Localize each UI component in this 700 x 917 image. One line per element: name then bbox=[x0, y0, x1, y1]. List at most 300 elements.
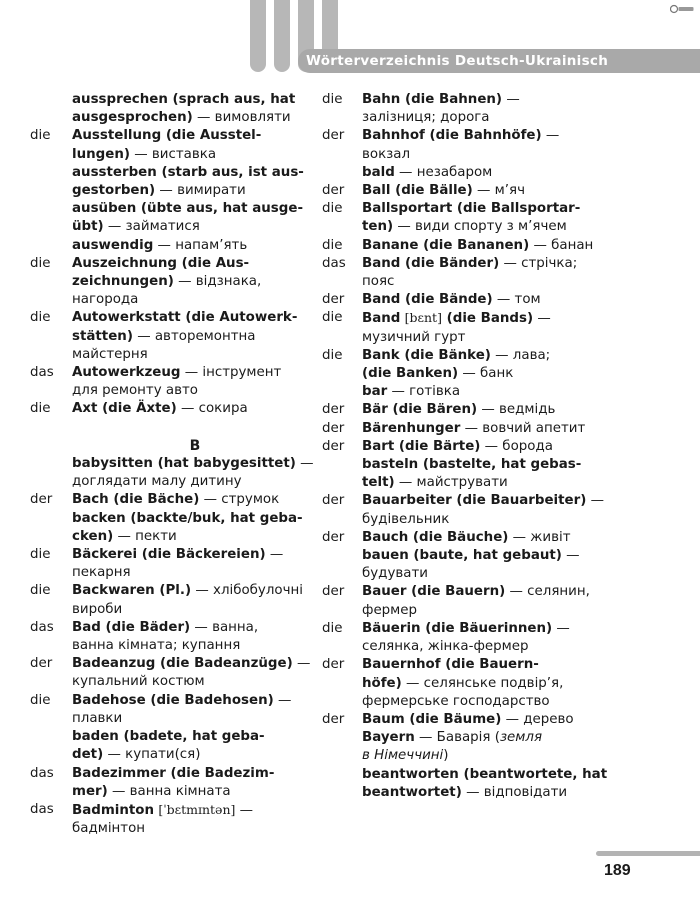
entry-line bbox=[362, 401, 614, 419]
dictionary-entry bbox=[30, 619, 320, 655]
dictionary-entry bbox=[30, 728, 320, 764]
entry-article: die bbox=[322, 347, 343, 363]
headword-text: Band bbox=[362, 311, 401, 327]
translation-text: пояс bbox=[362, 274, 395, 290]
entry-body bbox=[72, 164, 320, 200]
entry-line bbox=[72, 291, 320, 309]
entry-line bbox=[72, 710, 320, 728]
entry-line bbox=[72, 182, 320, 200]
translation-text: — відповідати bbox=[461, 784, 568, 800]
translation-text: — том bbox=[492, 292, 541, 308]
translation-text: — напам’ять bbox=[153, 237, 248, 253]
entry-body bbox=[362, 729, 614, 765]
translation-text: — bbox=[265, 547, 284, 563]
translation-text: — bbox=[552, 620, 570, 636]
entry-line bbox=[362, 146, 614, 164]
entry-line bbox=[362, 729, 614, 747]
entry-line bbox=[362, 420, 614, 438]
headword-text: Bad (die Bäder) bbox=[72, 619, 191, 635]
dictionary-entry bbox=[322, 711, 614, 729]
translation-text: — вимовляти bbox=[192, 110, 291, 126]
entry-body bbox=[72, 728, 320, 764]
entry-article: der bbox=[322, 438, 345, 454]
dictionary-entry bbox=[30, 309, 320, 364]
headword-text: stätten) bbox=[72, 328, 133, 344]
headword-text: Auszeichnung (die Aus- bbox=[72, 255, 250, 271]
header-tab bbox=[274, 0, 290, 72]
headword-text: Bank (die Bänke) bbox=[362, 347, 491, 363]
entry-article bbox=[30, 91, 72, 127]
entry-line bbox=[362, 200, 614, 218]
translation-text: — дерево bbox=[501, 711, 574, 727]
headword-text: (die Banken) bbox=[362, 366, 459, 382]
entry-article: der bbox=[322, 292, 345, 308]
translation-text: — лава; bbox=[490, 347, 551, 363]
translation-text: — виставка bbox=[129, 146, 217, 162]
entry-article: das bbox=[30, 801, 54, 817]
headword-text: Bayern bbox=[362, 730, 415, 746]
entry-article: das bbox=[30, 619, 54, 635]
entry-line bbox=[72, 510, 320, 528]
translation-text: — bbox=[273, 692, 292, 708]
translation-text: фермерське господарство bbox=[362, 693, 550, 709]
headword-text: Badeanzug (die Badeanzüge) bbox=[72, 656, 293, 672]
entry-line bbox=[72, 564, 320, 582]
entry-line bbox=[72, 692, 320, 710]
entry-article: die bbox=[30, 692, 51, 708]
footer-bar bbox=[596, 851, 700, 856]
entry-line bbox=[72, 455, 320, 473]
entry-line bbox=[362, 638, 614, 656]
headword-text: Autowerkstatt (die Autowerk- bbox=[72, 310, 298, 326]
translation-text: — готівка bbox=[387, 384, 461, 400]
headword-text: höfe) bbox=[362, 675, 402, 691]
dictionary-entry bbox=[322, 583, 614, 619]
entry-line bbox=[362, 237, 614, 255]
dictionary-entry bbox=[30, 255, 320, 310]
headword-text: Bahn (die Bahnen) bbox=[362, 92, 503, 107]
entry-body bbox=[362, 200, 614, 236]
translation-text: — сокира bbox=[176, 401, 248, 417]
entry-body bbox=[362, 438, 614, 456]
entry-line bbox=[72, 200, 320, 218]
dictionary-entry bbox=[322, 729, 614, 765]
entry-line bbox=[72, 673, 320, 691]
dictionary-entry bbox=[30, 364, 320, 400]
translation-text: будівельник bbox=[362, 511, 450, 527]
translation-text: селянка, жінка-фермер bbox=[362, 639, 529, 655]
translation-text: в Німеччині bbox=[362, 748, 444, 764]
publisher-logo-icon bbox=[670, 3, 694, 15]
entry-line bbox=[362, 711, 614, 729]
entry-line bbox=[72, 655, 320, 673]
headword-text: Ball (die Bälle) bbox=[362, 183, 473, 199]
dictionary-entry bbox=[30, 510, 320, 546]
headword-text: bauen (baute, hat gebaut) bbox=[362, 548, 562, 564]
entry-body bbox=[362, 255, 614, 291]
entry-line bbox=[362, 492, 614, 510]
entry-line bbox=[362, 529, 614, 547]
entry-line bbox=[362, 474, 614, 492]
entry-article bbox=[30, 200, 72, 236]
entry-article: der bbox=[30, 656, 53, 672]
translation-text: пекарня bbox=[72, 565, 131, 581]
entry-article: die bbox=[322, 620, 343, 636]
entry-line bbox=[362, 747, 614, 765]
headword-text: auswendig bbox=[72, 237, 154, 253]
entry-body bbox=[362, 127, 614, 163]
headword-text: Ausstellung (die Ausstel- bbox=[72, 128, 262, 144]
headword-text: Band (die Bänder) bbox=[362, 255, 500, 271]
entry-line bbox=[362, 766, 614, 784]
translation-text: ) bbox=[443, 748, 449, 764]
dictionary-entry bbox=[322, 127, 614, 163]
entry-body bbox=[362, 656, 614, 711]
entry-article: der bbox=[322, 584, 345, 600]
entry-line bbox=[72, 328, 320, 346]
headword-text: Backwaren (Pl.) bbox=[72, 583, 192, 599]
translation-text: земля bbox=[499, 730, 543, 746]
translation-text: — bbox=[541, 128, 560, 144]
dictionary-entry bbox=[322, 164, 614, 182]
headword-text: Badminton bbox=[72, 802, 155, 818]
headword-text: aussterben (starb aus, ist aus- bbox=[72, 164, 304, 180]
entry-line bbox=[362, 109, 614, 127]
entry-article: die bbox=[30, 401, 51, 417]
entry-article: der bbox=[30, 492, 53, 508]
headword-text: beantworten (beantwortete, hat bbox=[362, 766, 608, 782]
translation-text: плавки bbox=[72, 710, 123, 726]
pronunciation-text: [bɛnt] bbox=[404, 310, 442, 326]
entry-article bbox=[30, 510, 72, 546]
translation-text: — вовчий апетит bbox=[460, 420, 586, 436]
translation-text: — майструвати bbox=[394, 475, 508, 491]
headword-text: Autowerkzeug bbox=[72, 365, 181, 381]
translation-text: вироби bbox=[72, 601, 123, 617]
headword-text: Bauernhof (die Bauern- bbox=[362, 657, 539, 673]
entry-line bbox=[362, 255, 614, 273]
entry-line bbox=[362, 182, 614, 200]
headword-text: Bahnhof (die Bahnhöfe) bbox=[362, 128, 542, 144]
headword-text: Bauch (die Bäuche) bbox=[362, 529, 509, 545]
dictionary-entry bbox=[322, 456, 614, 492]
dictionary-entry bbox=[30, 491, 320, 509]
headword-text: Bärenhunger bbox=[362, 420, 461, 436]
entry-body bbox=[362, 420, 614, 438]
headword-text: übt) bbox=[72, 219, 104, 235]
translation-text: — селянин, bbox=[505, 584, 590, 600]
entry-article: die bbox=[322, 237, 343, 253]
entry-article: die bbox=[30, 255, 51, 271]
entry-line bbox=[72, 109, 320, 127]
translation-text: купальний костюм bbox=[72, 674, 205, 690]
dictionary-entry bbox=[322, 529, 614, 547]
dictionary-entry bbox=[30, 582, 320, 618]
page-header-title: Wörterverzeichnis Deutsch-Ukrainisch bbox=[306, 53, 609, 69]
translation-text: — bbox=[586, 493, 604, 509]
entry-body bbox=[362, 309, 614, 346]
dictionary-entry bbox=[322, 383, 614, 401]
entry-body bbox=[72, 237, 320, 255]
entry-article: die bbox=[30, 310, 51, 326]
entry-article: der bbox=[322, 420, 345, 436]
entry-line bbox=[72, 127, 320, 145]
translation-text: — ведмідь bbox=[477, 402, 556, 418]
entry-body bbox=[362, 711, 614, 729]
headword-text: bar bbox=[362, 384, 388, 400]
translation-text: — bbox=[292, 656, 311, 672]
entry-article: die bbox=[322, 92, 343, 107]
headword-text: beantwortet) bbox=[362, 784, 462, 800]
headword-text: lungen) bbox=[72, 146, 130, 162]
dictionary-entry bbox=[322, 309, 614, 346]
entry-line bbox=[362, 127, 614, 145]
entry-article: der bbox=[322, 711, 345, 727]
headword-text: Badezimmer (die Badezim- bbox=[72, 765, 275, 781]
dictionary-entry bbox=[322, 200, 614, 236]
entry-line bbox=[72, 255, 320, 273]
translation-text: — bbox=[502, 92, 520, 107]
entry-line bbox=[72, 619, 320, 637]
entry-body bbox=[362, 291, 614, 309]
dictionary-entry bbox=[322, 91, 614, 127]
entry-article: der bbox=[322, 529, 345, 545]
translation-text: будувати bbox=[362, 566, 428, 582]
left-column bbox=[30, 91, 320, 838]
entry-line bbox=[72, 237, 320, 255]
headword-text: Baum (die Bäume) bbox=[362, 711, 502, 727]
entry-line bbox=[362, 347, 614, 365]
headword-text: mer) bbox=[72, 783, 108, 799]
translation-text: майстерня bbox=[72, 346, 148, 362]
entry-line bbox=[362, 675, 614, 693]
entry-line bbox=[72, 364, 320, 382]
translation-text: — ванна, bbox=[190, 619, 259, 635]
entry-article: der bbox=[322, 183, 345, 199]
entry-line bbox=[72, 582, 320, 600]
entry-body bbox=[72, 200, 320, 236]
dictionary-entry bbox=[322, 656, 614, 711]
entry-body bbox=[362, 492, 614, 528]
entry-line bbox=[72, 473, 320, 491]
entry-article: der bbox=[322, 493, 345, 509]
translation-text: ванна кімната; купання bbox=[72, 638, 241, 654]
entry-line bbox=[362, 565, 614, 583]
translation-text: — авторемонтна bbox=[132, 328, 256, 344]
entry-line bbox=[72, 273, 320, 291]
headword-text: Ballsportart (die Ballsportar- bbox=[362, 201, 581, 217]
translation-text: — bbox=[533, 311, 551, 327]
headword-text: bald bbox=[362, 164, 395, 180]
entry-line bbox=[72, 728, 320, 746]
entry-line bbox=[362, 91, 614, 109]
entry-line bbox=[362, 602, 614, 620]
headword-text: det) bbox=[72, 747, 104, 763]
translation-text: фермер bbox=[362, 602, 418, 618]
translation-text: — вимирати bbox=[155, 183, 246, 199]
entry-article: die bbox=[30, 128, 51, 144]
entry-line bbox=[72, 783, 320, 801]
translation-text: — bbox=[561, 548, 580, 564]
translation-text: — банк bbox=[458, 366, 514, 382]
dictionary-entry bbox=[30, 546, 320, 582]
translation-text: вокзал bbox=[362, 146, 411, 162]
translation-text: — ванна кімната bbox=[107, 783, 231, 799]
translation-text: — bbox=[235, 802, 254, 818]
headword-text: ausüben (übte aus, hat ausge- bbox=[72, 201, 304, 217]
headword-text: gestorben) bbox=[72, 183, 156, 199]
dictionary-entry bbox=[30, 127, 320, 163]
translation-text: — Баварія ( bbox=[414, 730, 500, 746]
entry-line bbox=[362, 383, 614, 401]
headword-text: basteln (bastelte, hat gebas- bbox=[362, 457, 582, 473]
entry-body bbox=[72, 364, 320, 400]
dictionary-entry bbox=[30, 455, 320, 491]
entry-line bbox=[72, 528, 320, 546]
entry-line bbox=[362, 164, 614, 182]
entry-body bbox=[362, 529, 614, 547]
headword-text: Band (die Bände) bbox=[362, 292, 493, 308]
entry-article: das bbox=[30, 365, 54, 381]
entry-line bbox=[362, 218, 614, 236]
entry-body bbox=[72, 801, 320, 838]
translation-text: залізниця; дорога bbox=[362, 110, 490, 126]
page-number: 189 bbox=[604, 862, 631, 879]
entry-line bbox=[362, 329, 614, 347]
dictionary-entry bbox=[322, 620, 614, 656]
headword-text: Bart (die Bärte) bbox=[362, 438, 481, 454]
entry-line bbox=[72, 765, 320, 783]
entry-body bbox=[362, 547, 614, 583]
entry-article: die bbox=[322, 310, 343, 326]
dictionary-entry bbox=[322, 291, 614, 309]
entry-body bbox=[72, 655, 320, 691]
entry-article: die bbox=[30, 547, 51, 563]
translation-text: — хлібобулочні bbox=[191, 583, 303, 599]
translation-text: — струмок bbox=[199, 492, 280, 508]
entry-body bbox=[72, 91, 320, 127]
dictionary-entry bbox=[322, 492, 614, 528]
headword-text: Badehose (die Badehosen) bbox=[72, 692, 274, 708]
entry-line bbox=[362, 583, 614, 601]
entry-body bbox=[72, 455, 320, 491]
headword-text: Bauer (die Bauern) bbox=[362, 584, 506, 600]
entry-line bbox=[362, 511, 614, 529]
dictionary-entry bbox=[322, 547, 614, 583]
entry-line bbox=[362, 784, 614, 802]
entry-article bbox=[322, 383, 362, 401]
header-tab bbox=[250, 0, 266, 72]
dictionary-entry bbox=[30, 801, 320, 838]
translation-text: для ремонту авто bbox=[72, 383, 198, 399]
entry-line bbox=[362, 656, 614, 674]
entry-body bbox=[72, 510, 320, 546]
translation-text: — незабаром bbox=[394, 164, 493, 180]
entry-line bbox=[72, 637, 320, 655]
headword-text: telt) bbox=[362, 475, 395, 491]
entry-article: das bbox=[322, 255, 346, 271]
entry-line bbox=[362, 291, 614, 309]
headword-text: aussprechen (sprach aus, hat bbox=[72, 92, 296, 107]
right-column bbox=[322, 91, 614, 802]
headword-text: Bäckerei (die Bäckereien) bbox=[72, 547, 266, 563]
entry-article bbox=[30, 237, 72, 255]
entry-article bbox=[322, 456, 362, 492]
entry-article: der bbox=[322, 657, 345, 673]
entry-line bbox=[72, 91, 320, 109]
entry-body bbox=[72, 692, 320, 728]
headword-text: Axt (die Äxte) bbox=[72, 401, 177, 417]
translation-text: — банан bbox=[529, 237, 594, 253]
section-letter-heading: B bbox=[189, 437, 201, 454]
entry-article bbox=[322, 547, 362, 583]
entry-body bbox=[362, 620, 614, 656]
entry-line bbox=[72, 346, 320, 364]
dictionary-entry bbox=[322, 438, 614, 456]
entry-body bbox=[72, 127, 320, 163]
entry-line bbox=[362, 620, 614, 638]
entry-body bbox=[362, 164, 614, 182]
entry-article: die bbox=[30, 583, 51, 599]
entry-line bbox=[72, 382, 320, 400]
translation-text: — купати(ся) bbox=[103, 747, 201, 763]
translation-text: — інструмент bbox=[180, 365, 282, 381]
translation-text: — стрічка; bbox=[499, 255, 578, 271]
entry-line bbox=[362, 309, 614, 328]
entry-body bbox=[72, 765, 320, 801]
entry-line bbox=[72, 820, 320, 838]
entry-body bbox=[72, 491, 320, 509]
entry-body bbox=[362, 456, 614, 492]
headword-text: backen (backte/buk, hat geba- bbox=[72, 510, 303, 526]
entry-line bbox=[362, 693, 614, 711]
headword-text: babysitten (hat babygesittet) bbox=[72, 456, 296, 472]
entry-line bbox=[72, 146, 320, 164]
dictionary-entry bbox=[30, 237, 320, 255]
entry-article bbox=[322, 164, 362, 182]
entry-article: der bbox=[322, 402, 345, 418]
dictionary-entry bbox=[30, 91, 320, 127]
entry-line bbox=[72, 164, 320, 182]
dictionary-entry bbox=[30, 692, 320, 728]
entry-body bbox=[72, 255, 320, 310]
dictionary-entry bbox=[30, 765, 320, 801]
entry-line bbox=[72, 400, 320, 418]
entry-body bbox=[72, 582, 320, 618]
headword-text: Bach (die Bäche) bbox=[72, 492, 200, 508]
dictionary-entry bbox=[30, 655, 320, 691]
headword-text: cken) bbox=[72, 528, 114, 544]
pronunciation-text: [ˈbɛtmɪntən] bbox=[158, 801, 236, 817]
entry-article bbox=[30, 455, 72, 491]
entry-article: die bbox=[322, 201, 343, 217]
dictionary-entry bbox=[322, 420, 614, 438]
entry-line bbox=[362, 456, 614, 474]
entry-article: das bbox=[30, 765, 54, 781]
entry-article: der bbox=[322, 128, 345, 144]
entry-body bbox=[72, 546, 320, 582]
entry-article bbox=[30, 728, 72, 764]
entry-line bbox=[72, 601, 320, 619]
entry-body bbox=[72, 400, 320, 418]
entry-article bbox=[322, 766, 362, 802]
headword-text: Bär (die Bären) bbox=[362, 402, 478, 418]
entry-line bbox=[362, 273, 614, 291]
headword-text: (die Bands) bbox=[441, 311, 534, 327]
dictionary-entry bbox=[322, 182, 614, 200]
headword-text: ausgesprochen) bbox=[72, 110, 193, 126]
translation-text: — борода bbox=[480, 438, 553, 454]
